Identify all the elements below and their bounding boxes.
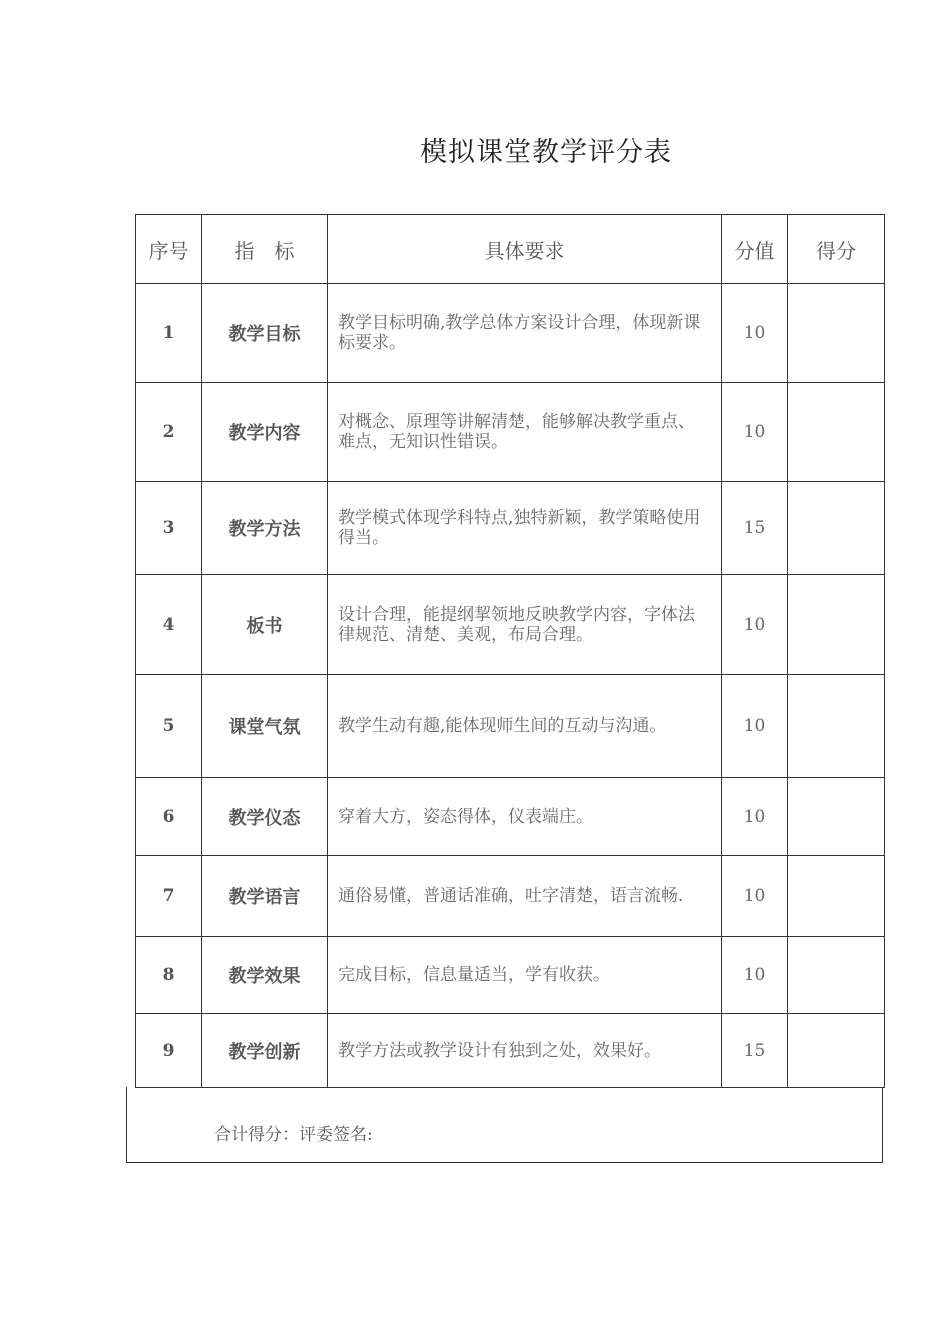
row-indicator: 教学仪态 [202, 778, 328, 856]
page-title: 模拟课堂教学评分表 [420, 137, 672, 168]
table-row [136, 937, 885, 1014]
row-requirement: 通俗易懂，普通话准确，吐字清楚，语言流畅. [328, 856, 722, 937]
row-indicator: 教学内容 [202, 383, 328, 482]
total-score-signature-label: 合计得分：评委签名: [214, 1125, 373, 1145]
header-indicator: 指 标 [202, 215, 328, 284]
row-requirement: 完成目标，信息量适当，学有收获。 [328, 937, 722, 1014]
table-row [136, 1014, 885, 1088]
row-requirement: 设计合理，能提纲挈领地反映教学内容，字体法律规范、清楚、美观，布局合理。 [328, 575, 722, 675]
row-number: 7 [136, 856, 202, 937]
row-score-cell[interactable] [788, 675, 885, 778]
row-points: 10 [722, 675, 788, 778]
row-score-cell[interactable] [788, 383, 885, 482]
row-score-cell[interactable] [788, 575, 885, 675]
row-number: 8 [136, 937, 202, 1014]
table-row [136, 284, 885, 383]
row-points: 10 [722, 937, 788, 1014]
row-indicator: 板书 [202, 575, 328, 675]
row-indicator: 教学创新 [202, 1014, 328, 1088]
header-row [136, 215, 885, 284]
row-score-cell[interactable] [788, 284, 885, 383]
row-points: 15 [722, 482, 788, 575]
row-points: 10 [722, 856, 788, 937]
row-points: 10 [722, 778, 788, 856]
row-indicator: 课堂气氛 [202, 675, 328, 778]
table-row [136, 482, 885, 575]
row-points: 10 [722, 284, 788, 383]
row-number: 9 [136, 1014, 202, 1088]
table-row [136, 856, 885, 937]
row-points: 15 [722, 1014, 788, 1088]
scoring-table [135, 214, 885, 1088]
row-score-cell[interactable] [788, 482, 885, 575]
total-score-section [126, 1087, 883, 1163]
row-points: 10 [722, 383, 788, 482]
row-number: 1 [136, 284, 202, 383]
row-requirement: 对概念、原理等讲解清楚，能够解决教学重点、难点，无知识性错误。 [328, 383, 722, 482]
row-score-cell[interactable] [788, 856, 885, 937]
row-score-cell[interactable] [788, 778, 885, 856]
row-requirement: 教学方法或教学设计有独到之处，效果好。 [328, 1014, 722, 1088]
table-row [136, 778, 885, 856]
header-no: 序号 [136, 215, 202, 284]
header-score: 得分 [788, 215, 885, 284]
header-requirement: 具体要求 [328, 215, 722, 284]
row-number: 4 [136, 575, 202, 675]
row-requirement: 教学生动有趣,能体现师生间的互动与沟通。 [328, 675, 722, 778]
header-points: 分值 [722, 215, 788, 284]
row-indicator: 教学效果 [202, 937, 328, 1014]
row-requirement: 教学模式体现学科特点,独特新颖，教学策略使用得当。 [328, 482, 722, 575]
table-row [136, 383, 885, 482]
table-row [136, 575, 885, 675]
row-number: 6 [136, 778, 202, 856]
row-score-cell[interactable] [788, 1014, 885, 1088]
row-requirement: 穿着大方，姿态得体，仪表端庄。 [328, 778, 722, 856]
row-indicator: 教学方法 [202, 482, 328, 575]
row-requirement: 教学目标明确,教学总体方案设计合理，体现新课标要求。 [328, 284, 722, 383]
row-points: 10 [722, 575, 788, 675]
table-row [136, 675, 885, 778]
row-number: 5 [136, 675, 202, 778]
row-indicator: 教学语言 [202, 856, 328, 937]
row-number: 2 [136, 383, 202, 482]
row-score-cell[interactable] [788, 937, 885, 1014]
row-indicator: 教学目标 [202, 284, 328, 383]
row-number: 3 [136, 482, 202, 575]
